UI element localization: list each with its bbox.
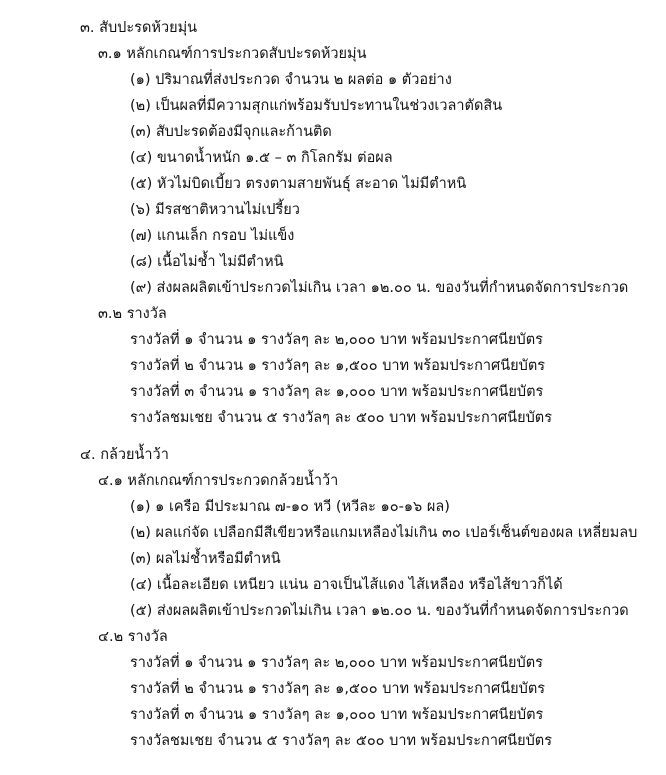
criteria-item: (๑) ปริมาณที่ส่งประกวด จำนวน ๒ ผลต่อ ๑ ตัวอย่าง (130, 72, 452, 88)
section-4-1-heading: ๔.๑ หลักเกณฑ์การประกวดกล้วยน้ำว้า (98, 473, 339, 489)
section-4-2-heading: ๔.๒ รางวัล (98, 629, 168, 645)
award-item: รางวัลที่ ๑ จำนวน ๑ รางวัลๆ ละ ๒,๐๐๐ บาท พร้อมประกาศนียบัตร (130, 655, 543, 671)
award-item: รางวัลชมเชย จำนวน ๕ รางวัลๆ ละ ๕๐๐ บาท พร้อมประกาศนียบัตร (130, 410, 552, 426)
criteria-item: (๒) เป็นผลที่มีความสุกแก่พร้อมรับประทานในช่วงเวลาตัดสิน (130, 98, 503, 114)
award-item: รางวัลที่ ๒ จำนวน ๑ รางวัลๆ ละ ๑,๕๐๐ บาท พร้อมประกาศนียบัตร (130, 681, 546, 697)
section-3-1-heading: ๓.๑ หลักเกณฑ์การประกวดสับปะรดห้วยมุ่น (98, 46, 367, 62)
award-item: รางวัลชมเชย จำนวน ๕ รางวัลๆ ละ ๕๐๐ บาท พร้อมประกาศนียบัตร (130, 733, 552, 749)
criteria-item: (๓) ผลไม่ช้ำหรือมีตำหนิ (130, 551, 281, 567)
criteria-item: (๔) เนื้อละเอียด เหนียว แน่น อาจเป็นไส้แดง ไส้เหลือง หรือไส้ขาวก็ได้ (130, 577, 563, 593)
criteria-item: (๓) สับปะรดต้องมีจุกและก้านติด (130, 124, 332, 140)
section-4-heading: ๔. กล้วยน้ำว้า (80, 447, 169, 463)
award-item: รางวัลที่ ๓ จำนวน ๑ รางวัลๆ ละ ๑,๐๐๐ บาท พร้อมประกาศนียบัตร (130, 384, 544, 400)
criteria-item: (๖) มีรสชาติหวานไม่เปรี้ยว (130, 202, 300, 218)
criteria-item: (๑) ๑ เครือ มีประมาณ ๗-๑๐ หวี (หวีละ ๑๐-๑๖ ผล) (130, 499, 450, 515)
criteria-item: (๙) ส่งผลผลิตเข้าประกวดไม่เกิน เวลา ๑๒.๐๐ น. ของวันที่กำหนดจัดการประกวด (130, 280, 629, 296)
section-3-2-heading: ๓.๒ รางวัล (98, 306, 167, 322)
criteria-item: (๕) ส่งผลผลิตเข้าประกวดไม่เกิน เวลา ๑๒.๐๐ น. ของวันที่กำหนดจัดการประกวด (130, 603, 629, 619)
criteria-item: (๔) ขนาดน้ำหนัก ๑.๕ – ๓ กิโลกรัม ต่อผล (130, 150, 393, 166)
award-item: รางวัลที่ ๓ จำนวน ๑ รางวัลๆ ละ ๑,๐๐๐ บาท พร้อมประกาศนียบัตร (130, 707, 544, 723)
section-3-heading: ๓. สับปะรดห้วยมุ่น (80, 20, 198, 36)
criteria-item: (๕) หัวไม่บิดเบี้ยว ตรงตามสายพันธุ์ สะอาด ไม่มีตำหนิ (130, 176, 467, 192)
criteria-item: (๒) ผลแก่จัด เปลือกมีสีเขียวหรือแกมเหลืองไม่เกิน ๓๐ เปอร์เซ็นต์ของผล เหลี่ยมลบ (130, 525, 638, 541)
award-item: รางวัลที่ ๑ จำนวน ๑ รางวัลๆ ละ ๒,๐๐๐ บาท พร้อมประกาศนียบัตร (130, 332, 543, 348)
criteria-item: (๘) เนื้อไม่ช้ำ ไม่มีตำหนิ (130, 254, 284, 270)
award-item: รางวัลที่ ๒ จำนวน ๑ รางวัลๆ ละ ๑,๕๐๐ บาท พร้อมประกาศนียบัตร (130, 358, 546, 374)
criteria-item: (๗) แกนเล็ก กรอบ ไม่แข็ง (130, 228, 295, 244)
